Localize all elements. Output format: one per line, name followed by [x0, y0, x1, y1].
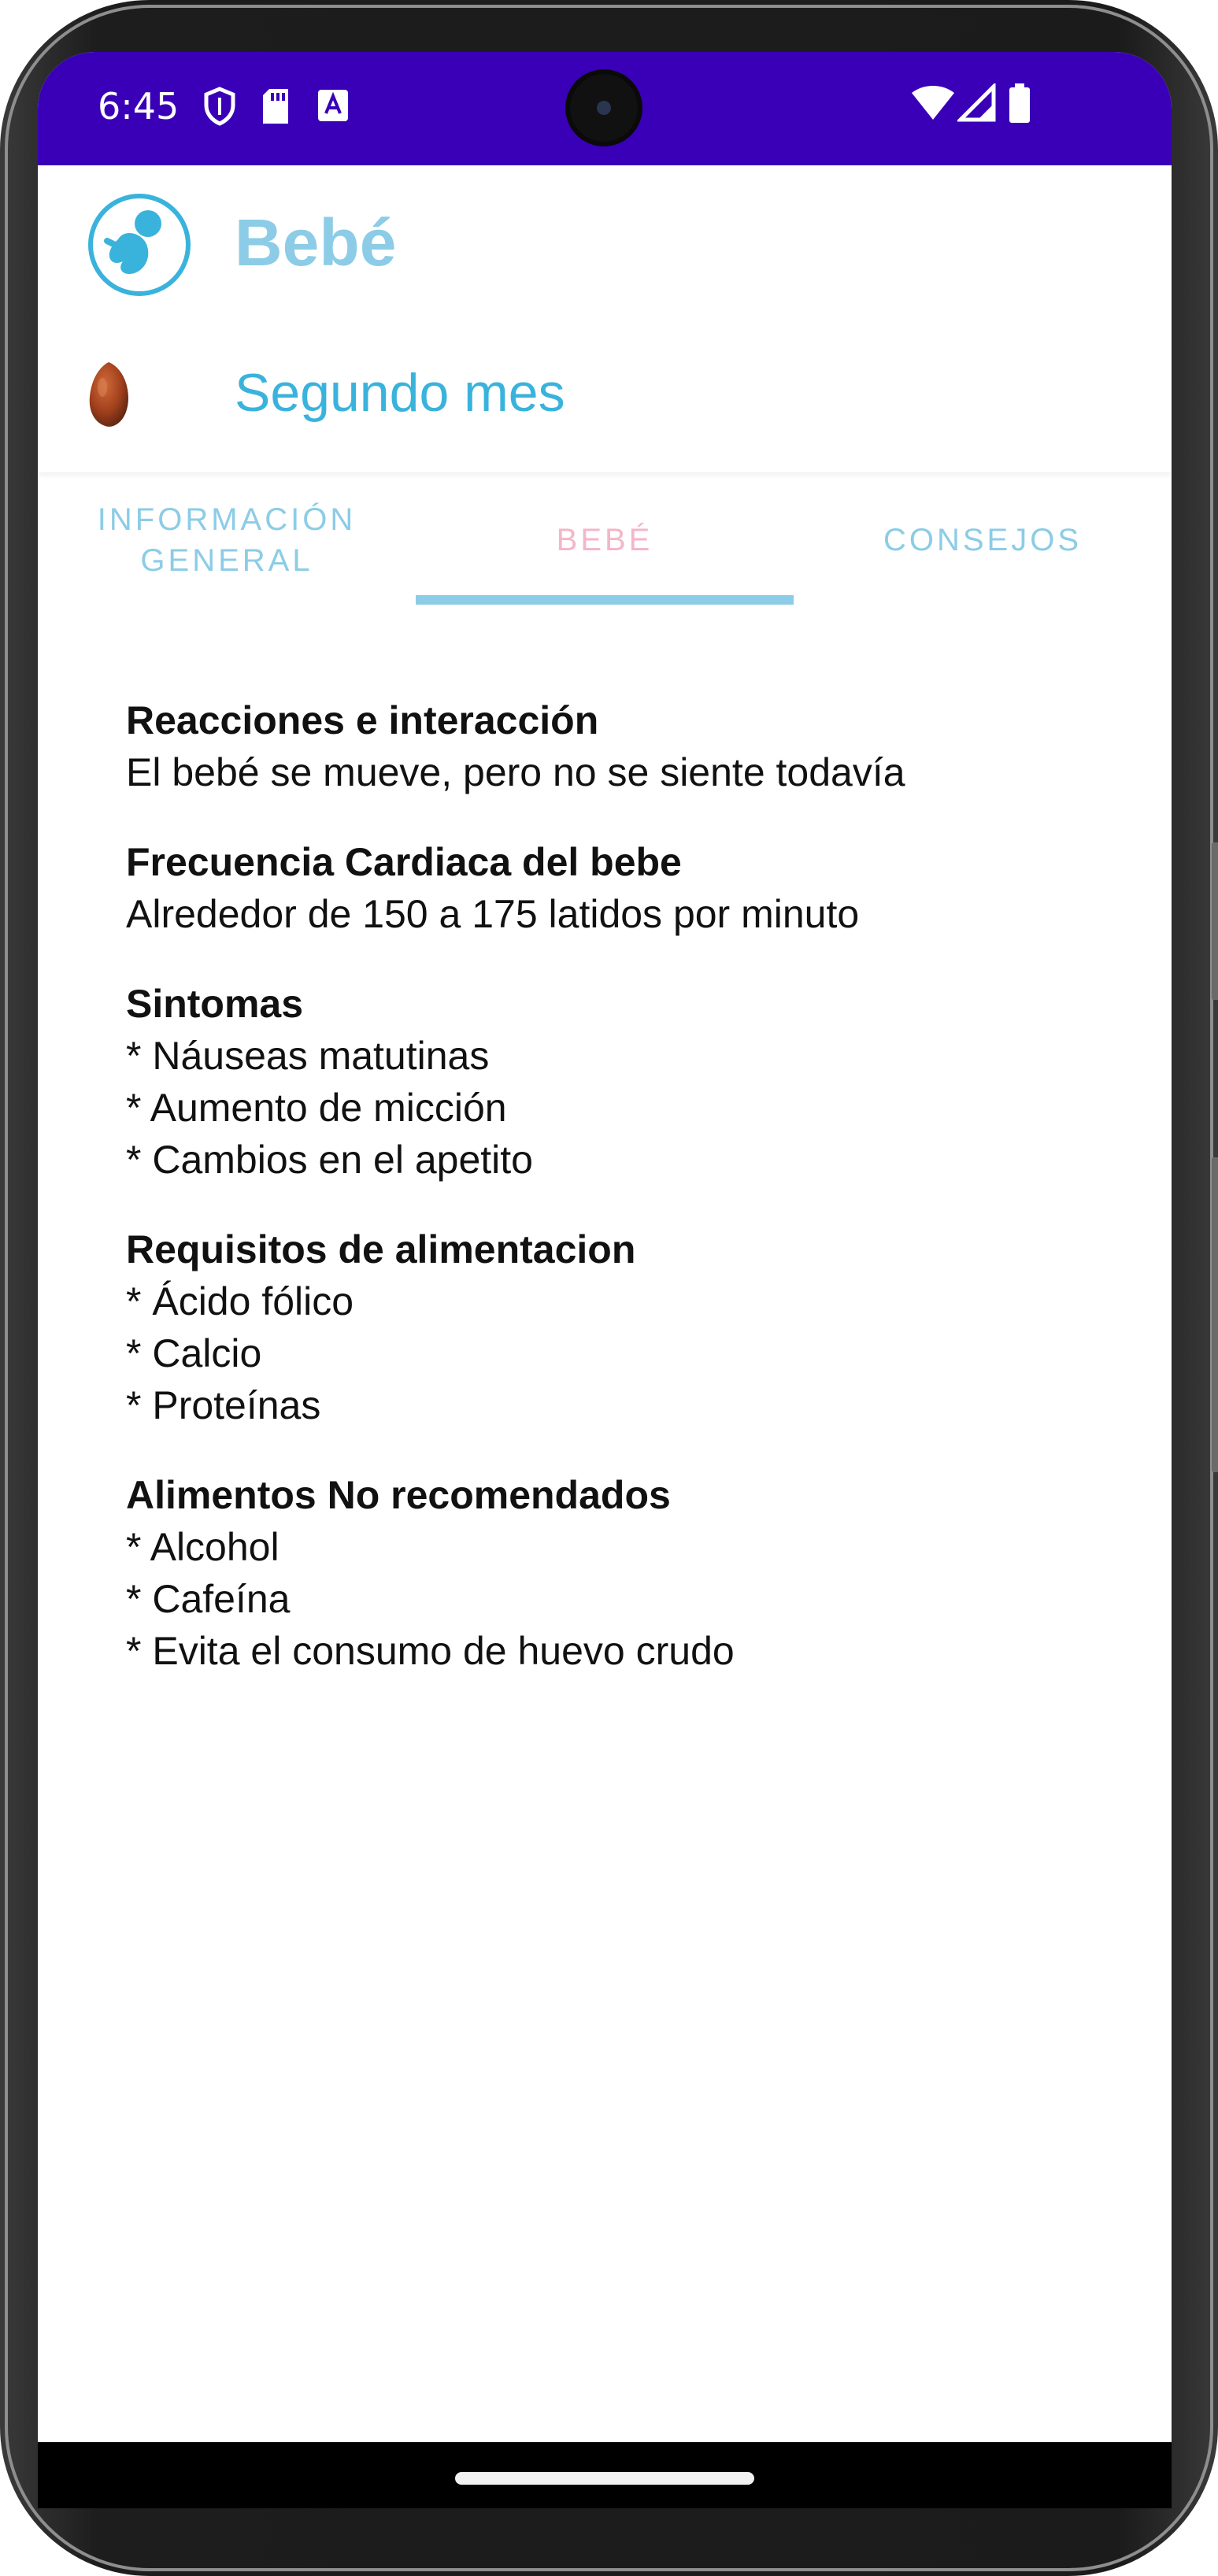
screen [38, 52, 1172, 2508]
section-line: * Proteínas [126, 1383, 321, 1427]
tab-label: CONSEJOS [883, 523, 1083, 557]
section-line: * Ácido fólico [126, 1279, 354, 1323]
month-title: Segundo mes [235, 363, 565, 423]
app-bar [38, 165, 1172, 320]
sd-card-icon [260, 87, 291, 126]
content-area [126, 694, 1110, 1715]
section-line: * Náuseas matutinas [126, 1034, 490, 1078]
section-heading: Frecuencia Cardiaca del bebe [126, 840, 682, 884]
section-line: * Alcohol [126, 1525, 280, 1569]
section-line: * Aumento de micción [126, 1086, 507, 1130]
battery-icon [1008, 82, 1031, 124]
tab-label: INFORMACIÓN GENERAL [97, 502, 357, 578]
fruit-seed-icon [85, 361, 132, 428]
section-heading: Reacciones e interacción [126, 698, 599, 742]
tab-bebe[interactable] [416, 477, 794, 603]
section-sintomas [126, 978, 1110, 1186]
signal-icon [957, 83, 997, 123]
shield-icon [202, 87, 238, 126]
status-bar [38, 52, 1172, 165]
tab-informacion-general[interactable] [38, 477, 416, 603]
status-time: 6:45 [98, 85, 180, 128]
navigation-bar [38, 2442, 1172, 2508]
front-camera [570, 74, 638, 142]
keyboard-a-icon [317, 87, 350, 124]
tab-consejos[interactable] [794, 477, 1172, 603]
app-title: Bebé [235, 205, 397, 279]
tab-bar [38, 477, 1172, 603]
section-heading: Requisitos de alimentacion [126, 1227, 636, 1271]
section-line: * Calcio [126, 1331, 262, 1375]
month-header [38, 318, 1172, 472]
section-line: * Evita el consumo de huevo crudo [126, 1629, 735, 1673]
section-line: * Cafeína [126, 1577, 291, 1621]
section-line: * Cambios en el apetito [126, 1138, 533, 1182]
section-line: El bebé se mueve, pero no se siente todavía [126, 750, 905, 794]
power-button [1212, 1157, 1218, 1472]
home-gesture-handle[interactable] [455, 2472, 754, 2485]
section-frecuencia [126, 836, 1110, 940]
tab-label: BEBÉ [556, 523, 653, 557]
section-heading: Sintomas [126, 982, 304, 1026]
section-line: Alrededor de 150 a 175 latidos por minuto [126, 892, 860, 936]
wifi-icon [910, 83, 956, 121]
section-requisitos [126, 1223, 1110, 1431]
section-no-recomendados [126, 1469, 1110, 1677]
tab-selected-indicator [416, 595, 794, 605]
baby-logo-icon [87, 192, 192, 298]
section-reacciones [126, 694, 1110, 798]
volume-button [1212, 842, 1218, 1000]
section-heading: Alimentos No recomendados [126, 1473, 671, 1517]
